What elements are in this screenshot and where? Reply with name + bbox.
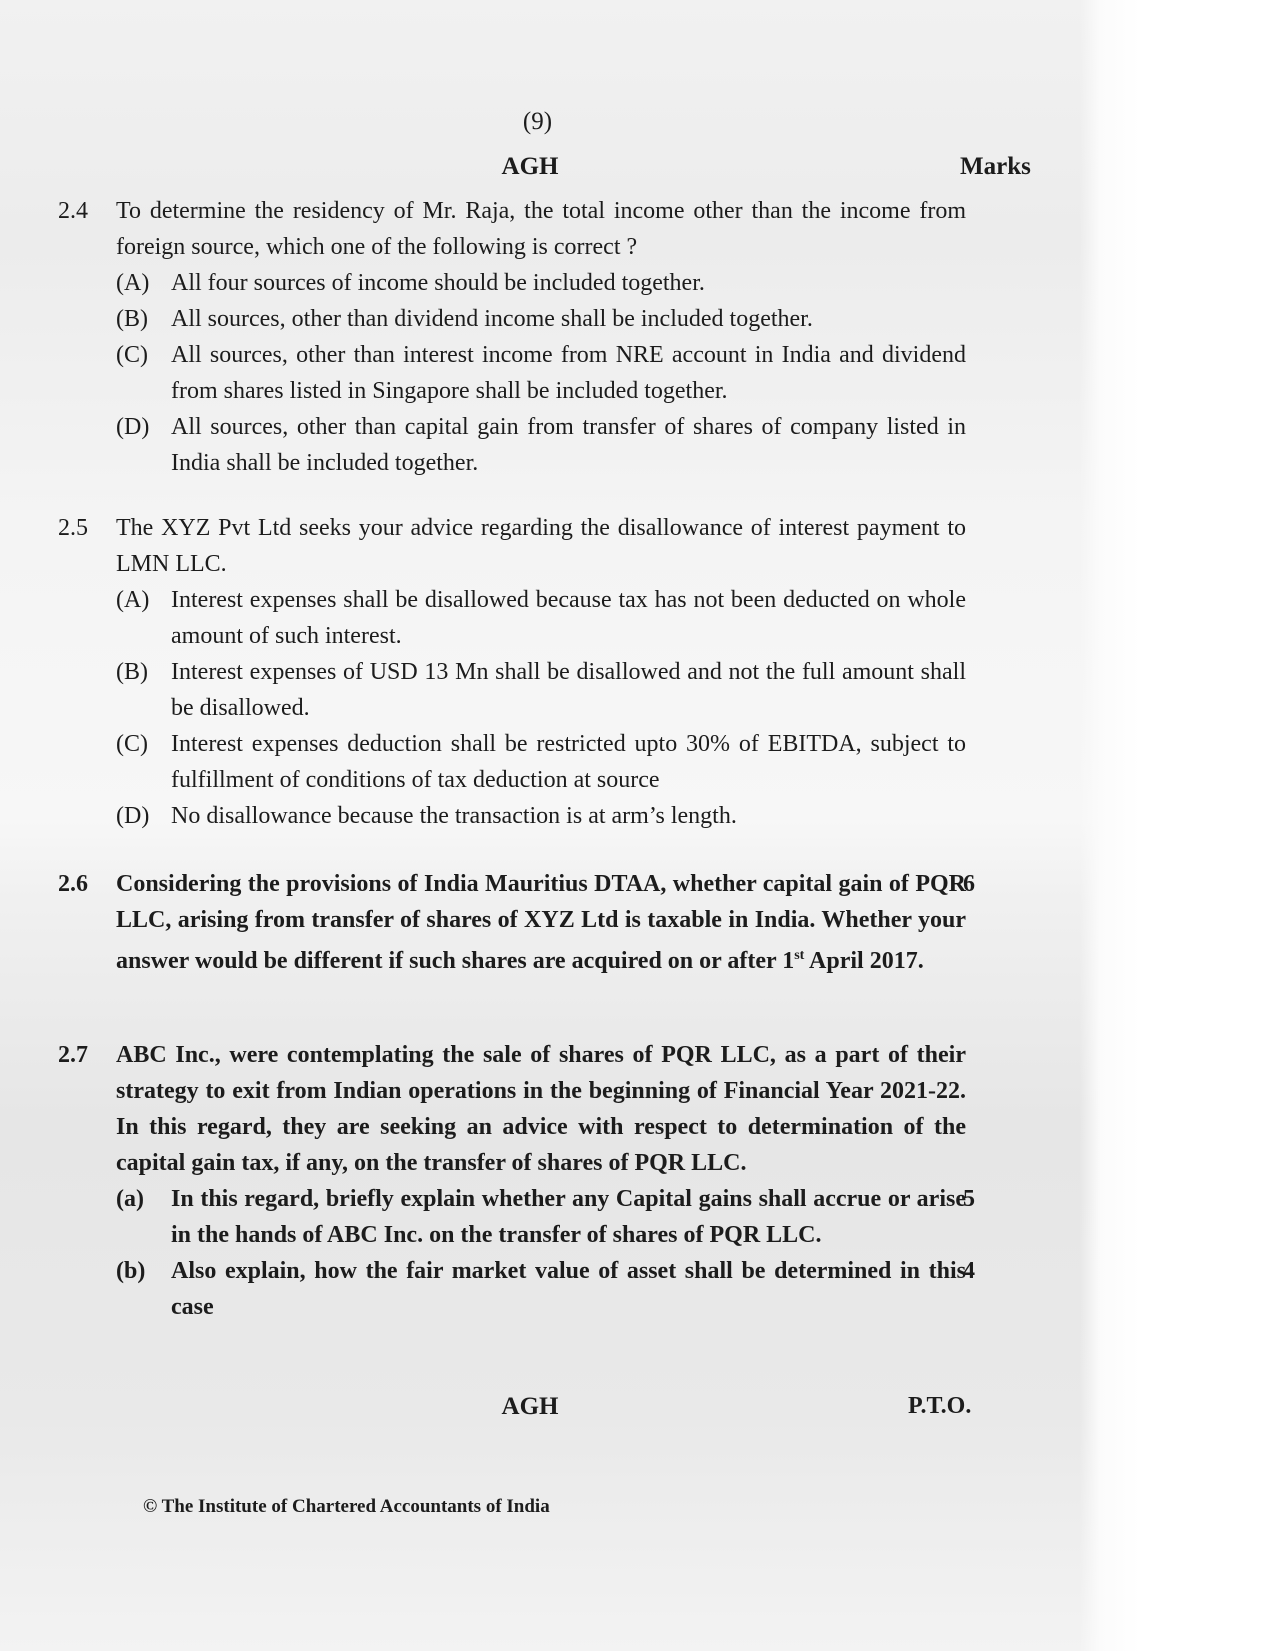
question-number: 2.6: [58, 871, 88, 897]
paper-code-footer: AGH: [501, 1393, 559, 1420]
question-stem: [116, 866, 966, 979]
option-d: [116, 409, 966, 481]
stem-text-end: April 2017.: [804, 948, 924, 974]
option-b: [116, 301, 966, 337]
copyright-notice: © The Institute of Chartered Accountants of India: [143, 1496, 550, 1517]
option-label: (C): [116, 342, 148, 368]
option-label: (D): [116, 414, 150, 440]
sub-question-label: (b): [116, 1258, 146, 1284]
option-label: (D): [116, 803, 150, 829]
option-text: All sources, other than interest income from NRE account in India and dividend from shares listed in Singapore shall be included together.: [171, 342, 966, 404]
option-label: (C): [116, 731, 148, 757]
question-2-7: [58, 1037, 1018, 1325]
option-text: Interest expenses shall be disallowed because tax has not been deducted on whole amount of such interest.: [171, 587, 966, 649]
sub-question-marks: 4: [963, 1258, 975, 1284]
question-stem: The XYZ Pvt Ltd seeks your advice regarding the disallowance of interest payment to LMN LLC.: [116, 515, 966, 577]
sub-question-marks: 5: [963, 1186, 975, 1212]
sub-question-text: Also explain, how the fair market value of asset shall be determined in this case: [171, 1258, 966, 1320]
option-text: Interest expenses of USD 13 Mn shall be disallowed and not the full amount shall be disallowed.: [171, 659, 966, 721]
option-label: (A): [116, 270, 150, 296]
sub-question-text: In this regard, briefly explain whether any Capital gains shall accrue or arise in the hands of ABC Inc. on the transfer of shares of PQR LLC.: [171, 1186, 966, 1248]
please-turn-over: P.T.O.: [908, 1393, 972, 1419]
option-text: No disallowance because the transaction is at arm’s length.: [171, 803, 737, 829]
question-number: 2.5: [58, 515, 88, 541]
option-text: All sources, other than dividend income shall be included together.: [171, 306, 813, 332]
option-c: [116, 337, 966, 409]
sub-question-label: (a): [116, 1186, 144, 1212]
option-label: (B): [116, 306, 148, 332]
option-label: (B): [116, 659, 148, 685]
question-marks: 6: [963, 871, 975, 897]
question-2-6: [58, 866, 1018, 979]
page-margin: [1080, 0, 1275, 1651]
marks-column-heading: Marks: [960, 153, 1031, 180]
sub-question-b: [116, 1253, 975, 1325]
option-b: [116, 654, 966, 726]
option-label: (A): [116, 587, 150, 613]
option-c: [116, 726, 966, 798]
question-stem: To determine the residency of Mr. Raja, the total income other than the income from foreign source, which one of the following is correct ?: [116, 198, 966, 260]
question-2-5: [58, 510, 1018, 834]
stem-text: Considering the provisions of India Mauritius DTAA, whether capital gain of PQR LLC, arising from transfer of shares of XYZ Ltd is taxable in India. Whether your answer would be different if such shares are acquired on or after 1: [116, 871, 966, 974]
ordinal-suffix: st: [794, 948, 805, 963]
option-a: [116, 265, 966, 301]
option-d: [116, 798, 966, 834]
question-number: 2.7: [58, 1042, 88, 1068]
option-text: Interest expenses deduction shall be restricted upto 30% of EBITDA, subject to fulfillment of conditions of tax deduction at source: [171, 731, 966, 793]
option-text: All sources, other than capital gain from transfer of shares of company listed in India shall be included together.: [171, 414, 966, 476]
question-stem: ABC Inc., were contemplating the sale of shares of PQR LLC, as a part of their strategy to exit from Indian operations in the beginning of Financial Year 2021-22. In this regard, they are seeking an advice with respect to determination of the capital gain tax, if any, on the transfer of shares of PQR LLC.: [116, 1042, 966, 1176]
sub-question-a: [116, 1181, 975, 1253]
page-number: (9): [522, 108, 553, 135]
question-2-4: [58, 193, 1018, 481]
option-text: All four sources of income should be included together.: [171, 270, 705, 296]
option-a: [116, 582, 966, 654]
paper-code-header: AGH: [501, 153, 559, 180]
question-number: 2.4: [58, 198, 88, 224]
